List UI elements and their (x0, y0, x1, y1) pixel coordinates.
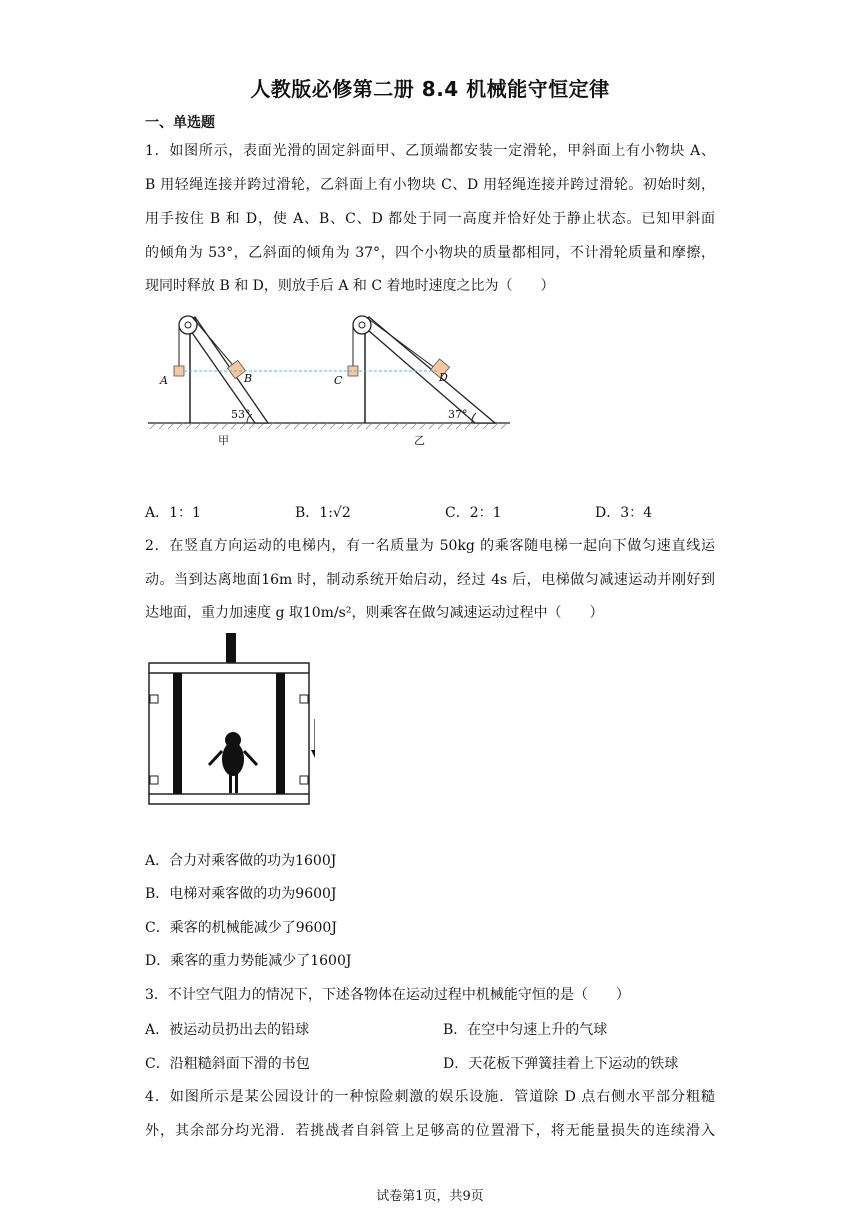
q2-line-2: 动。当到达离地面16m 时，制动系统开始启动，经过 4s 后，电梯做匀减速运动并刚好到 (145, 572, 715, 588)
caption-yi: 乙 (414, 434, 425, 447)
label-b: B (244, 372, 253, 385)
q1-option-b-prefix: B． (295, 505, 320, 521)
angle-53-label: 53° (231, 408, 251, 421)
q1-option-a: A．1：1 (145, 505, 201, 521)
q1-incline-figure (145, 305, 515, 450)
q1-line-3: 用手按住 B 和 D，使 A、B、C、D 都处于同一高度并恰好处于静止状态。已知甲斜面 (145, 211, 715, 227)
angle-37-label: 37° (448, 408, 468, 421)
q1-option-d: D．3：4 (595, 505, 653, 521)
elevator-right-rail (276, 673, 285, 794)
page-footer: 试卷第1页，共9页 (376, 1189, 484, 1204)
q2-elevator-figure (145, 633, 315, 808)
q2-option-c: C．乘客的机械能减少了9600J (145, 920, 337, 936)
label-c: C (334, 374, 343, 387)
q1-option-c: C．2：1 (445, 505, 502, 521)
elevator-top-beam (149, 663, 309, 673)
caption-jia: 甲 (218, 434, 229, 447)
q1-line-5: 现同时释放 B 和 D，则放手后 A 和 C 着地时速度之比为（ ） (145, 278, 555, 294)
ground-hatching (150, 423, 507, 429)
block-a (174, 366, 184, 376)
q3-option-d: D．天花板下弹簧挂着上下运动的铁球 (443, 1056, 679, 1072)
q1-line-4: 的倾角为 53°，乙斜面的倾角为 37°，四个小物块的质量都相同，不计滑轮质量和摩擦， (145, 245, 715, 261)
q3-stem: 3．不计空气阻力的情况下，下述各物体在运动过程中机械能守恒的是（ ） (145, 987, 630, 1003)
q1-option-b-math: 1:√2 (319, 505, 351, 521)
elevator-cable (226, 633, 236, 663)
downward-arrow-icon (311, 719, 315, 758)
q1-line-1: 1．如图所示，表面光滑的固定斜面甲、乙顶端都安装一定滑轮，甲斜面上有小物块 A、 (145, 143, 715, 159)
q3-option-c: C．沿粗糙斜面下滑的书包 (145, 1056, 310, 1072)
elevator-bottom-beam (149, 794, 309, 804)
incline-jia (159, 316, 268, 447)
q4-line-2: 外，其余部分均光滑．若挑战者自斜管上足够高的位置滑下，将无能量损失的连续滑入 (145, 1123, 715, 1139)
q2-line-3: 达地面，重力加速度 g 取10m/s²，则乘客在做匀减速运动过程中（ ） (145, 605, 604, 621)
q2-option-b: B．电梯对乘客做的功为9600J (145, 886, 337, 902)
q3-option-b: B．在空中匀速上升的气球 (443, 1022, 608, 1038)
q1-line-2: B 用轻绳连接并跨过滑轮，乙斜面上有小物块 C、D 用轻绳连接并跨过滑轮。初始时刻， (145, 177, 715, 193)
q2-option-a: A．合力对乘客做的功为1600J (145, 853, 337, 869)
q2-option-d: D．乘客的重力势能减少了1600J (145, 953, 352, 969)
page-title: 人教版必修第二册 8.4 机械能守恒定律 (250, 77, 610, 101)
q2-line-1: 2．在竖直方向运动的电梯内，有一名质量为 50kg 的乘客随电梯一起向下做匀速直线运 (145, 538, 715, 554)
label-d: D (439, 371, 448, 384)
passenger-figure (209, 732, 257, 793)
q4-line-1: 4．如图所示是某公园设计的一种惊险刺激的娱乐设施．管道除 D 点右侧水平部分粗糙 (145, 1089, 715, 1105)
label-a: A (160, 374, 168, 387)
q1-option-b (295, 502, 351, 522)
elevator-left-rail (173, 673, 182, 794)
section-heading: 一、单选题 (145, 115, 215, 131)
q3-option-a: A．被运动员扔出去的铅球 (145, 1022, 310, 1038)
